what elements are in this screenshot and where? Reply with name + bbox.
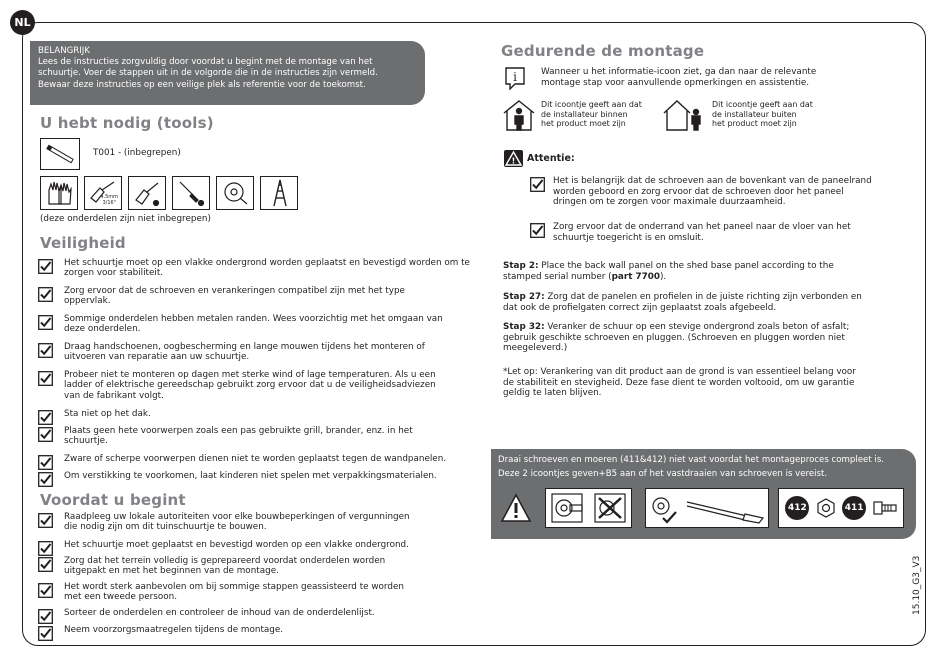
attention-label: ! Attentie:	[504, 150, 575, 167]
before-item: Het schuurtje moet geplaatst en bevestigd worden op een vlakke ondergrond.	[64, 540, 409, 550]
checkbox-icon	[38, 513, 53, 528]
tools-note: (deze onderdelen zijn niet inbegrepen)	[40, 214, 211, 224]
step-paragraph: Stap 2: Place the back wall panel on the shed base panel according to the stamped serial number (part 7700).	[503, 261, 834, 282]
checkbox-icon	[38, 455, 53, 470]
screwdriver-icon	[172, 176, 210, 210]
tools-row	[40, 176, 298, 210]
warning-line: Draai schroeven en moeren (411&412) niet vast voordat het montageproces compleet is.	[498, 455, 885, 465]
before-item: Zorg dat het terrein volledig is geprepareerd voordat onderdelen worden uitgepakt en met het beginnen van de montage.	[64, 556, 386, 577]
checkbox-icon	[38, 626, 53, 641]
t001-label: T001 - (inbegrepen)	[93, 148, 181, 158]
screwdriver-drill-icon	[128, 176, 166, 210]
during-heading: Gedurende de montage	[501, 42, 705, 60]
step-paragraph: Stap 32: Veranker de schuur op een stevige ondergrond zoals beton of asfalt; gebruik geschikte schroeven en pluggen. (Schroeven en pluggen worden niet meegeleverd.)	[503, 322, 850, 354]
part-numbers-icon	[778, 488, 904, 528]
warning-triangle-icon	[500, 493, 532, 523]
safety-item: Probeer niet te monteren op dagen met sterke wind of lage temperaturen. Als u een ladder of elektrische gereedschap gebruikt zorg ervoor dat u de veiligheidsadviezen van de fabrikant volgt.	[64, 370, 436, 401]
indoor-text: Dit icoontje geeft aan dat de installateur binnen het product moet zijn	[541, 100, 642, 129]
info-text: Wanneer u het informatie-icoon ziet, ga dan naar de relevante montage stap voor aanvullende opmerkingen en assistentie.	[541, 67, 817, 88]
before-item: Sorteer de onderdelen en controleer de inhoud van de onderdelenlijst.	[64, 608, 375, 618]
safety-item: Plaats geen hete voorwerpen zoals een pas gebruikte grill, brander, enz. in het schuurtje.	[64, 426, 413, 447]
checkbox-icon	[38, 315, 53, 330]
warning-triangle-icon	[504, 150, 523, 167]
important-box	[30, 41, 425, 105]
before-item: Raadpleeg uw lokale autoriteiten voor elke bouwbeperkingen of vergunningen die nodig zijn om dit tuinschuurtje te bouwen.	[64, 512, 410, 533]
important-line: schuurtje. Voer de stappen uit in de volgorde die in de instructies zijn vermeld.	[38, 68, 378, 79]
svg-text:i: i	[513, 70, 517, 84]
outdoor-installer-icon	[662, 99, 704, 131]
svg-text:!: !	[511, 156, 516, 166]
part-411-badge: 411	[842, 496, 866, 520]
attention-item: Het is belangrijk dat de schroeven aan de bovenkant van de paneelrand worden geboord en zorg ervoor dat de schroeven door het paneel dringen om te zorgen voor maximale duurzaamheid.	[553, 176, 872, 208]
checkbox-icon	[38, 609, 53, 624]
gloves-icon	[40, 176, 78, 210]
checkbox-icon	[38, 472, 53, 487]
drill-bit-size-label: 3/16"	[102, 200, 116, 206]
checkbox-icon	[38, 259, 53, 274]
tighten-bolts-icon	[645, 488, 769, 528]
bolt-icon	[873, 498, 897, 518]
safety-item: Het schuurtje moet op een vlakke ondergrond worden geplaatst en bevestigd worden om te zorgen voor stabiliteit.	[64, 258, 470, 279]
safety-item: Draag handschoenen, oogbescherming en lange mouwen tijdens het monteren of uitvoeren van reparatie aan uw schuurtje.	[64, 342, 425, 363]
outdoor-text: Dit icoontje geeft aan dat de installateur buiten het product moet zijn	[712, 100, 813, 129]
info-icon	[503, 66, 527, 90]
checkbox-icon	[38, 343, 53, 358]
safety-item: Zorg ervoor dat de schroeven en verankeringen compatibel zijn met het type oppervlak.	[64, 286, 405, 307]
step-paragraph: Stap 27: Zorg dat de panelen en profielen in de juiste richting zijn verbonden en dat ook de profielgaten correct zijn geplaatst zoals afgebeeld.	[503, 292, 862, 313]
language-badge: NL	[10, 10, 35, 35]
checkbox-icon	[38, 410, 53, 425]
loose-bolts-icon	[545, 488, 632, 528]
attention-item: Zorg ervoor dat de onderrand van het paneel naar de vloer van het schuurtje toegericht is en omsluit.	[553, 222, 851, 243]
part-412-badge: 412	[785, 496, 809, 520]
checkbox-icon	[530, 223, 545, 238]
version-code: 15.10_G3_V3	[912, 555, 922, 615]
checkbox-icon	[38, 371, 53, 386]
checkbox-icon	[38, 541, 53, 556]
safety-item: Sta niet op het dak.	[64, 409, 151, 419]
important-line: Lees de instructies zorgvuldig door voordat u begint met de montage van het	[38, 57, 373, 68]
indoor-installer-icon	[501, 99, 537, 131]
important-title: BELANGRIJK	[38, 46, 90, 56]
checkbox-icon	[38, 427, 53, 442]
safety-heading: Veiligheid	[40, 234, 126, 252]
important-line: Bewaar deze instructies op een veilige plek als referentie voor de toekomst.	[38, 79, 366, 90]
warning-line: Deze 2 icoontjes geven+B5 aan of het vastdraaien van schroeven is vereist.	[498, 469, 828, 479]
drill-bit-size-label: 4.5mm	[100, 194, 118, 200]
before-item: Het wordt sterk aanbevolen om bij sommige stappen geassisteerd te worden met een tweede persoon.	[64, 582, 404, 603]
checkbox-icon	[530, 177, 545, 192]
checkbox-icon	[38, 583, 53, 598]
anchor-note: *Let op: Verankering van dit product aan de grond is van essentieel belang voor de stabiliteit en stevigheid. Deze fase dient te worden voltooid, om uw garantie geldig te laten blijven.	[503, 367, 856, 399]
before-item: Neem voorzorgsmaatregelen tijdens de montage.	[64, 625, 284, 635]
nut-icon	[816, 498, 836, 518]
t001-tool-icon	[40, 138, 80, 170]
tools-heading: U hebt nodig (tools)	[40, 114, 214, 132]
safety-item: Sommige onderdelen hebben metalen randen. Wees voorzichtig met het omgaan van deze onderdelen.	[64, 314, 443, 335]
tape-measure-icon	[216, 176, 254, 210]
drill-icon	[84, 176, 122, 210]
checkbox-icon	[38, 557, 53, 572]
safety-item: Om verstikking te voorkomen, laat kinderen niet spelen met verpakkingsmaterialen.	[64, 471, 437, 481]
safety-item: Zware of scherpe voorwerpen dienen niet te worden geplaatst tegen de wandpanelen.	[64, 454, 447, 464]
before-heading: Voordat u begint	[40, 491, 186, 509]
checkbox-icon	[38, 287, 53, 302]
ladder-icon	[260, 176, 298, 210]
